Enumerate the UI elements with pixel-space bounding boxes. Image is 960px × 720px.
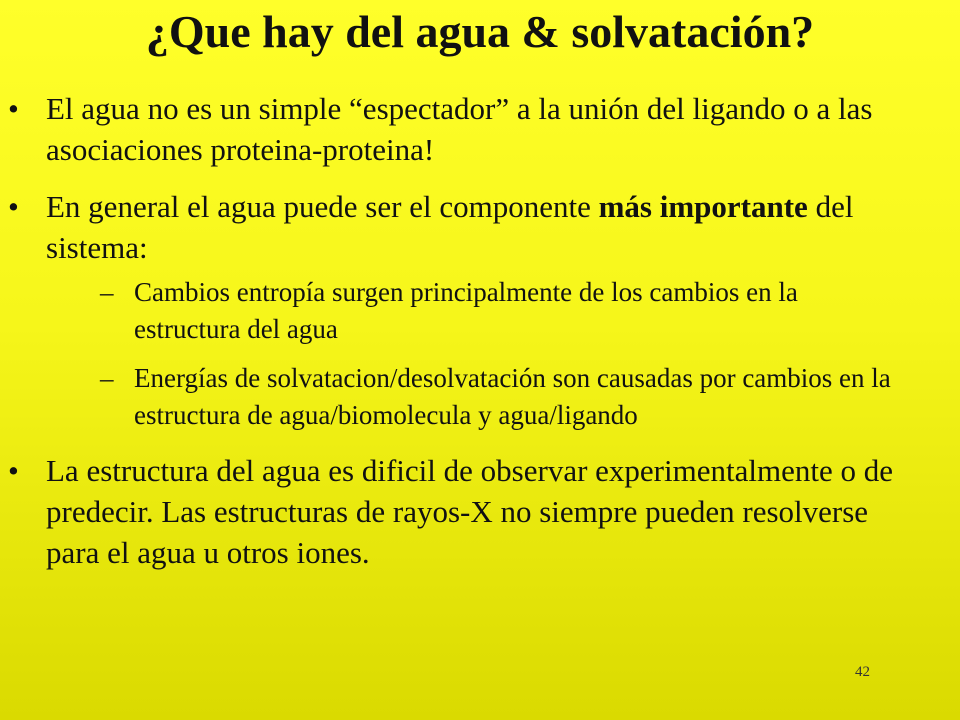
bullet-text: El agua no es un simple “espectador” a la unión del ligando o a las asociaciones proteina-proteina!: [46, 91, 873, 167]
slide-title: ¿Que hay del agua & solvatación?: [145, 6, 815, 57]
bullet-marker: •: [8, 91, 19, 126]
bullet-item: [0, 88, 900, 170]
bullet-marker: •: [8, 453, 19, 488]
sub-bullet-marker: –: [100, 363, 114, 393]
bullet-item: [0, 186, 900, 434]
sub-bullet-text: Cambios entropía surgen principalmente de los cambios en la estructura del agua: [134, 277, 798, 344]
bullet-text: En general el agua puede ser el componente: [46, 189, 599, 224]
sub-bullet-item: [46, 274, 900, 348]
bullet-item: [0, 450, 900, 573]
bullet-text: La estructura del agua es dificil de observar experimentalmente o de predecir. Las estructuras de rayos-X no siempre pueden resolverse para el agua u otros iones.: [46, 453, 893, 570]
bullet-list: [0, 88, 900, 573]
bullet-text: del sistema:: [46, 189, 854, 265]
sub-bullet-item: [46, 360, 900, 434]
sub-bullet-list: [46, 274, 900, 434]
sub-bullet-text: Energías de solvatacion/desolvatación son causadas por cambios en la estructura de agua/biomolecula y agua/ligando: [134, 363, 891, 430]
bullet-bold-text: más importante: [598, 189, 808, 224]
sub-bullet-marker: –: [100, 277, 114, 307]
page-number: 42: [855, 664, 870, 680]
bullet-marker: •: [8, 189, 19, 224]
